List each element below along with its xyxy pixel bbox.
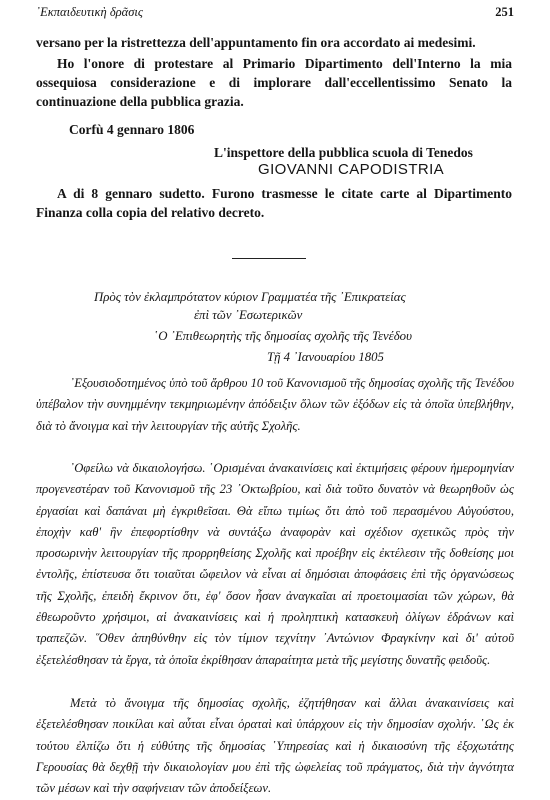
page-number: 251	[495, 5, 514, 19]
italian-paragraph-1: versano per la ristrettezza dell'appuntamento fin ora accordato ai medesimi.	[36, 35, 476, 50]
running-title: ᾿Εκπαιδευτικὴ δρᾶσις	[36, 5, 143, 19]
greek-paragraph-1: ᾿Εξουσιοδοτημένος ὑπὸ τοῦ ἄρθρου 10 τοῦ Κανονισμοῦ τῆς δημοσίας σχολῆς τῆς Τενέδου ὑπέβαλον τὴν συνημμένην τεκμηριωμένην ἀπόδειξιν ὅλων τῶν ἐξόδων εἰς τὰ ὁποῖα ὑπεβλήθην, διὰ τὸ ἄνοιγμα καὶ τὴν λειτουργίαν τῆς αὐτῆς Σχολῆς.	[36, 376, 514, 433]
date-line: Corfù 4 gennaro 1806	[69, 122, 195, 137]
greek-paragraph-2: ᾿Οφείλω νὰ δικαιολογήσω. ῾Ορισμέναι ἀνακαινίσεις καὶ ἐκτιμήσεις φέρουν ἡμερομηνίαν προγενεστέραν τοῦ Κανονισμοῦ τῆς 23 ᾿Οκτωβρίου, καὶ διὰ τοῦτο δυνατὸν νὰ θεωρηθοῦν ὡς ἐργασίαι καὶ δαπάναι μὴ ἐγκριθεῖσαι. Θὰ εἴπω τιμίως ὅτι ἀπὸ τοῦ περασμένου Αὐγούστου, ἐποχὴν καθ' ἣν ἐπεφορτίσθην νὰ συντάξω ἀναφορὰν καὶ σχέδιον σχετικῶς πρὸς τὴν προσωρινὴν λειτουργίαν τῆς προρρηθείσης Σχολῆς καὶ προέβην εἰς ἐκτέλεσιν τῆς δοθείσης μοι ἐντολῆς, ἐπίστευσα ὅτι τοιαῦται ὤφειλον νὰ εἶναι αἱ δημόσιαι ἀποφάσεις ἐπὶ τῆς ὀργανώσεως τῆς Σχολῆς, ἐπειδὴ ἔκρινον ὅτι, ἐφ' ὅσον ἦσαν ἀναγκαῖαι αἱ προετοιμασίαι τῶν χώρων, θὰ ἐθεωροῦντο χρήσιμοι, αἱ ἀνακαινίσεις καὶ ἡ προληπτικὴ κατασκευὴ ὀλίγων ἑδράνων καὶ τραπεζῶν. ῞Οθεν ἀπηθύνθην εἰς τὸν τίμιον τεχνίτην ᾿Αντώνιον Φραγκίνην καὶ δι' αὐτοῦ ἐξετελέσθησαν τὰ ἔργα, τὰ ὁποῖα ἐκρίθησαν ἀπαραίτητα μετὰ τῆς μεγίστης δυνατῆς φειδοῦς.	[36, 461, 514, 667]
greek-address-line-2: ἐπὶ τῶν ᾿Εσωτερικῶν	[194, 308, 303, 322]
greek-address-line-1: Πρὸς τὸν ἐκλαμπρότατον κύριον Γραμματέα τῆς ᾿Επικρατείας	[94, 290, 406, 304]
page-header	[36, 5, 514, 23]
italian-paragraph-2: Ho l'onore di protestare al Primario Dipartimento dell'Interno la mia ossequiosa considerazione e di implorare dall'eccellentissimo Senato la continuazione della pubblica grazia.	[36, 56, 512, 109]
section-divider	[232, 258, 306, 259]
greek-sender-line: ῾Ο ᾿Επιθεωρητὴς τῆς δημοσίας σχολῆς τῆς Τενέδου	[154, 329, 412, 343]
italian-note: A di 8 gennaro sudetto. Furono trasmesse le citate carte al Dipartimento Finanza colla copia del relativo decreto.	[36, 186, 512, 220]
greek-date-line: Τῇ 4 ᾿Ιανουαρίου 1805	[267, 350, 384, 364]
signature-title: L'inspettore della pubblica scuola di Tenedos	[214, 145, 473, 160]
greek-paragraph-3: Μετὰ τὸ ἄνοιγμα τῆς δημοσίας σχολῆς, ἐζητήθησαν καὶ ἄλλαι ἀνακαινίσεις καὶ ἐξετελέσθησαν ποικίλαι καὶ αὗται εἶναι ὁραταὶ καὶ ὑπάρχουν εἰς τὴν δημοσίαν σχολήν. ῾Ως ἐκ τούτου ἐλπίζω ὅτι ἡ εὐθύτης τῆς δημοσίας ῾Υπηρεσίας καὶ ἡ δικαιοσύνη τῆς ἐξοχωτάτης Γερουσίας θὰ δεχθῇ τὴν δικαιολογίαν μου ἐπὶ τῆς ὠφελείας τοῦ πράγματος, διὰ τὴν ἀγνότητα τῶν μέσων καὶ τὴν σαφήνειαν τῶν ἀποδείξεων.	[36, 696, 514, 796]
signature-name: GIOVANNI CAPODISTRIA	[258, 161, 445, 178]
